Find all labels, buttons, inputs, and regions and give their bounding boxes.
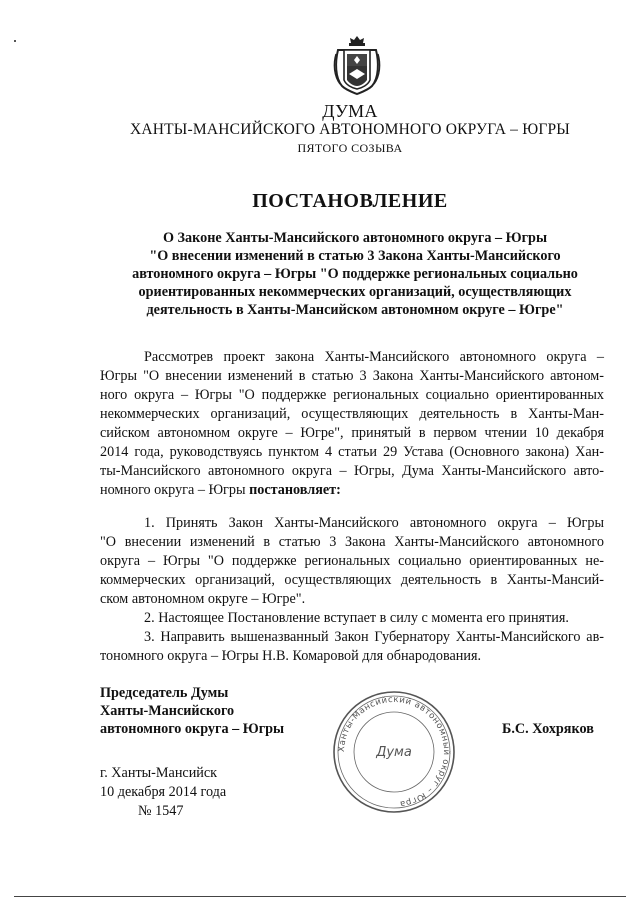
preamble-line: Рассмотрев проект закона Ханты-Мансийского автономного округа – [144, 349, 604, 365]
signatory-position: автономного округа – Югры [100, 721, 285, 737]
subject-line: ориентированных некоммерческих организаций, осуществляющих [138, 284, 572, 300]
issue-city: г. Ханты-Мансийск [100, 765, 218, 781]
item-1-line: 1. Принять Закон Ханты-Мансийского автономного округа – Югры [144, 515, 604, 531]
preamble-line: 2014 года, руководствуясь пунктом 4 статьи 29 Устава (Основного закона) Хан- [100, 444, 604, 460]
signatory-name: Б.С. Хохряков [502, 721, 594, 737]
item-1-line: ском автономном округе – Югре". [100, 591, 306, 607]
region-name: ХАНТЫ-МАНСИЙСКОГО АВТОНОМНОГО ОКРУГА – ЮГРЫ [129, 121, 571, 138]
preamble-line: ного округа – Югры "О поддержке региональных социально ориентированных [100, 387, 604, 403]
preamble-line: Югры "О внесении изменений в статью 3 Закона Ханты-Мансийского автоном- [100, 368, 604, 384]
signatory-position: Председатель Думы [100, 685, 229, 701]
seal-ring-text: Ханты-Мансийский автономный округ – Югра [336, 694, 452, 809]
coat-of-arms-icon [332, 34, 382, 96]
item-2-line: 2. Настоящее Постановление вступает в силу с момента его принятия. [144, 610, 569, 626]
scan-speck [14, 40, 16, 42]
document-title: ПОСТАНОВЛЕНИЕ [252, 190, 448, 212]
resolves-word: постановляет: [249, 482, 341, 498]
preamble-text: номного округа – Югры [100, 482, 250, 498]
signatory-position: Ханты-Мансийского [100, 703, 235, 719]
preamble-line [100, 482, 604, 499]
subject-line: автономного округа – Югры "О поддержке региональных социально [132, 266, 578, 282]
convocation: ПЯТОГО СОЗЫВА [297, 141, 403, 155]
subject-line: деятельность в Ханты-Мансийском автономном округе – Югре" [146, 302, 564, 318]
subject-line: О Законе Ханты-Мансийского автономного округа – Югры [162, 230, 548, 246]
item-3-line: 3. Направить вышеназванный Закон Губернатору Ханты-Мансийского ав- [144, 629, 604, 645]
preamble-line: ты-Мансийского автономного округа – Югры, Дума Ханты-Мансийского авто- [100, 463, 604, 479]
subject-line: "О внесении изменений в статью 3 Закона Ханты-Мансийского [149, 248, 561, 264]
item-1-line: округа – Югры "О поддержке региональных социально ориентированных не- [100, 553, 604, 569]
seal-center-text: Дума [376, 745, 412, 760]
item-1-line: коммерческих организаций, осуществляющих деятельность в Ханты-Мансий- [100, 572, 604, 588]
issue-date: 10 декабря 2014 года [100, 784, 227, 800]
document-number: № 1547 [138, 803, 184, 819]
preamble-line: некоммерческих организаций, осуществляющих деятельность в Ханты-Ман- [100, 406, 604, 422]
org-name: ДУМА [322, 101, 378, 121]
official-seal [330, 688, 458, 816]
preamble-line: сийском автономном округе – Югре", принятый в первом чтении 10 декабря [100, 425, 604, 441]
bottom-divider [14, 896, 626, 897]
item-1-line: "О внесении изменений в статью 3 Закона Ханты-Мансийского автономного [100, 534, 604, 550]
item-3-line: тономного округа – Югры Н.В. Комаровой для обнародования. [100, 648, 482, 664]
